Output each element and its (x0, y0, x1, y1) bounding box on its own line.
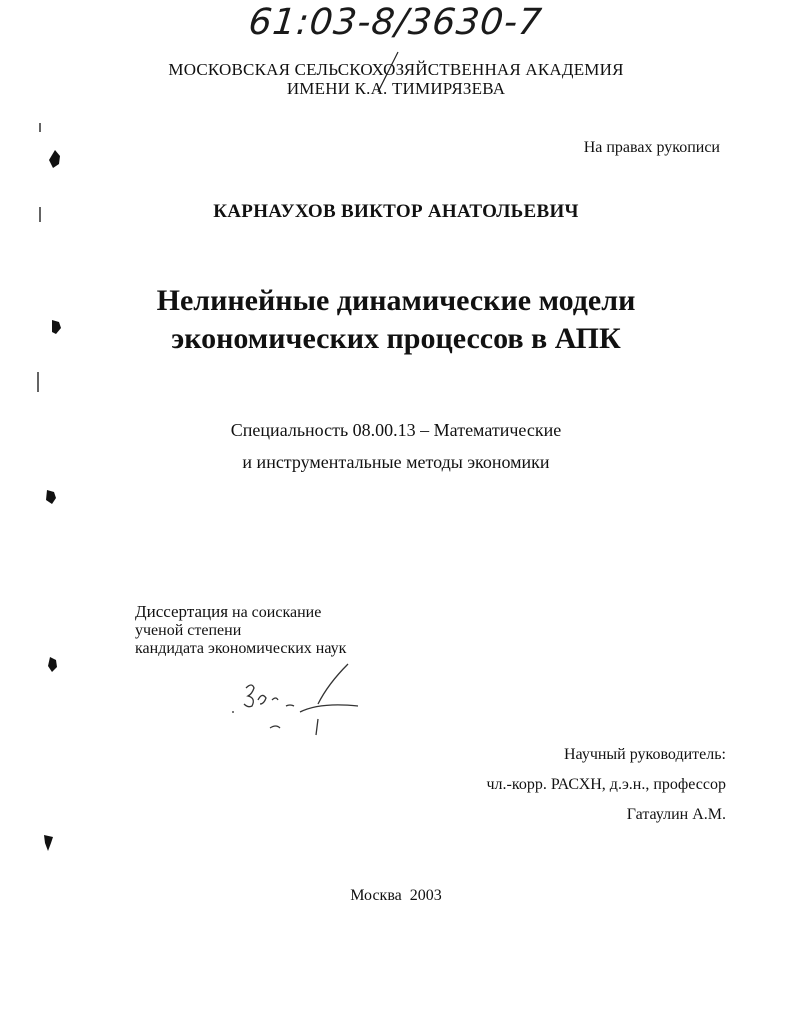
specialty-line-1: Специальность 08.00.13 – Математические (230, 420, 562, 440)
punch-mark (48, 657, 57, 672)
dissertation-degree (135, 603, 346, 658)
degree-line-1 (135, 603, 346, 622)
title-line-2: экономических процессов в АПК (171, 322, 621, 355)
specialty-line-2: и инструментальные методы экономики (242, 452, 550, 472)
supervisor-label: Научный руководитель: (563, 746, 726, 763)
author-name: КАРНАУХОВ ВИКТОР АНАТОЛЬЕВИЧ (213, 201, 579, 222)
manuscript-rights: На правах рукописи (583, 139, 720, 156)
dissertation-word: Диссертация (135, 602, 229, 621)
academy-name (0, 60, 792, 98)
academy-line-2: ИМЕНИ К.А. ТИМИРЯЗЕВА (286, 79, 506, 98)
degree-line-2: ученой степени (135, 622, 242, 639)
supervisor-title: чл.-корр. РАСХН, д.э.н., профессор (486, 776, 726, 793)
degree-line-3: кандидата экономических наук (135, 640, 347, 657)
punch-mark (44, 835, 53, 851)
supervisor-name: Гатаулин А.М. (626, 806, 726, 823)
signature (232, 664, 358, 735)
supervisor-block (487, 740, 727, 830)
academy-line-1: МОСКОВСКАЯ СЕЛЬСКОХОЗЯЙСТВЕННАЯ АКАДЕМИЯ (168, 60, 624, 79)
degree-line-1-rest: на соискание (228, 604, 322, 621)
title-line-1: Нелинейные динамические модели (156, 284, 636, 317)
punch-mark (49, 150, 60, 168)
city-year: Москва 2003 (350, 887, 442, 904)
punch-mark (46, 490, 56, 504)
handwritten-catalog-number: 61:03-8/3630-7 (246, 2, 545, 43)
punch-hole-marks (44, 150, 61, 851)
specialty (0, 414, 792, 478)
dissertation-title (0, 282, 792, 358)
